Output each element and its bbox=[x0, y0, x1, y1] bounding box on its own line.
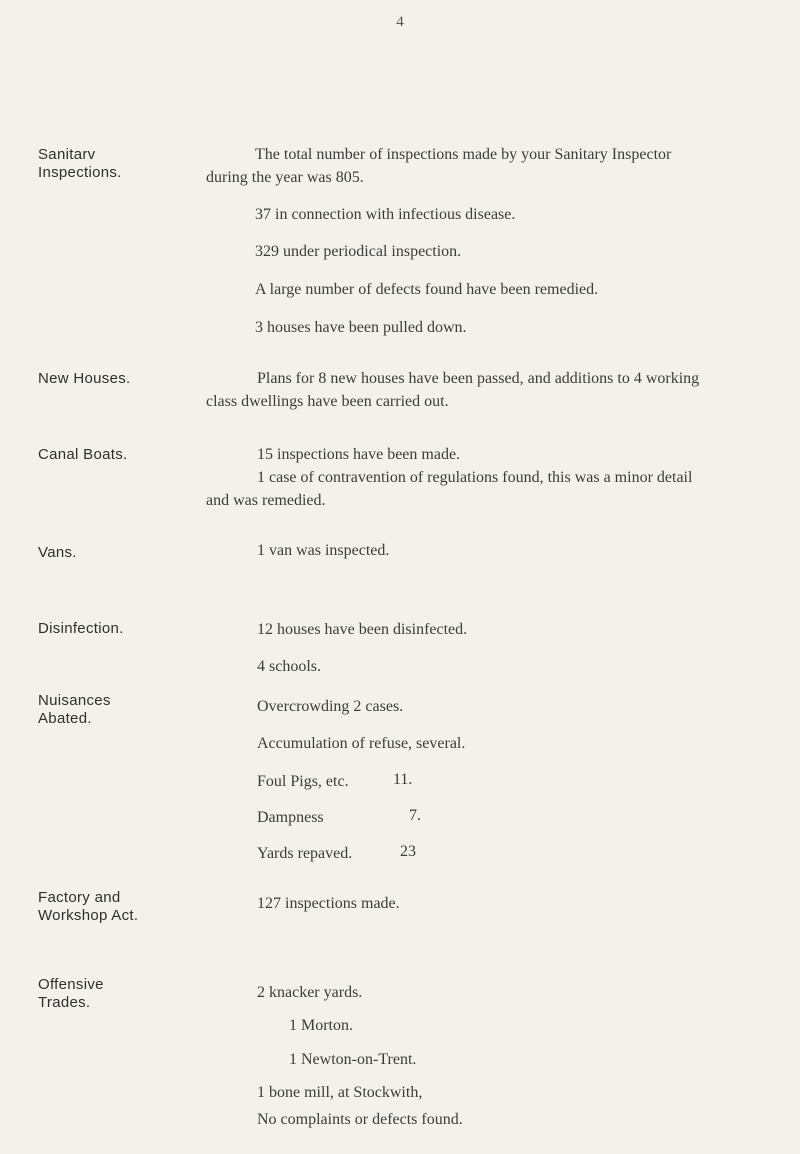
offensive-line4: 1 bone mill, at Stockwith, bbox=[257, 1084, 423, 1101]
heading-line: Inspections. bbox=[38, 164, 122, 181]
heading-line: Offensive bbox=[38, 976, 104, 993]
sanitary-inspections-heading bbox=[38, 146, 188, 182]
sanitary-item: A large number of defects found have been remedied. bbox=[255, 281, 599, 298]
offensive-line5: No complaints or defects found. bbox=[257, 1111, 463, 1128]
nuisances-line5-label: Yards repaved. bbox=[257, 845, 353, 862]
nuisances-line5-value: 23 bbox=[400, 843, 416, 860]
disinfection-line2: 4 schools. bbox=[257, 658, 321, 675]
factory-heading bbox=[38, 889, 188, 925]
nuisances-line4-label: Dampness bbox=[257, 809, 324, 826]
disinfection-heading: Disinfection. bbox=[38, 620, 124, 637]
nuisances-line3-value: 11. bbox=[393, 771, 413, 788]
nuisances-line4-value: 7. bbox=[409, 807, 421, 824]
heading-line: Abated. bbox=[38, 710, 92, 727]
canal-boats-line3: and was remedied. bbox=[206, 492, 326, 509]
vans-heading: Vans. bbox=[38, 544, 77, 561]
sanitary-intro-line1: The total number of inspections made by your Sanitary Inspector bbox=[255, 146, 672, 163]
heading-line: Nuisances bbox=[38, 692, 111, 709]
heading-line: Factory and bbox=[38, 889, 121, 906]
nuisances-line2: Accumulation of refuse, several. bbox=[257, 735, 466, 752]
sanitary-intro-line2: during the year was 805. bbox=[206, 169, 364, 186]
nuisances-line1: Overcrowding 2 cases. bbox=[257, 698, 404, 715]
sanitary-item: 329 under periodical inspection. bbox=[255, 243, 462, 260]
heading-line: Sanitarv bbox=[38, 146, 96, 163]
offensive-trades-heading bbox=[38, 976, 188, 1012]
canal-boats-heading: Canal Boats. bbox=[38, 446, 128, 463]
new-houses-line2: class dwellings have been carried out. bbox=[206, 393, 449, 410]
canal-boats-line2: 1 case of contravention of regulations found, this was a minor detail bbox=[257, 469, 693, 486]
nuisances-heading bbox=[38, 692, 188, 728]
offensive-line2: 1 Morton. bbox=[289, 1017, 353, 1034]
new-houses-line1: Plans for 8 new houses have been passed, and additions to 4 working bbox=[257, 370, 700, 387]
page-number: 4 bbox=[396, 14, 404, 30]
heading-line: Workshop Act. bbox=[38, 907, 139, 924]
heading-line: Trades. bbox=[38, 994, 91, 1011]
canal-boats-line1: 15 inspections have been made. bbox=[257, 446, 461, 463]
nuisances-line3-label: Foul Pigs, etc. bbox=[257, 773, 349, 790]
vans-line1: 1 van was inspected. bbox=[257, 542, 390, 559]
disinfection-line1: 12 houses have been disinfected. bbox=[257, 621, 468, 638]
sanitary-item: 3 houses have been pulled down. bbox=[255, 319, 467, 336]
offensive-line1: 2 knacker yards. bbox=[257, 984, 363, 1001]
sanitary-item: 37 in connection with infectious disease. bbox=[255, 206, 516, 223]
new-houses-heading: New Houses. bbox=[38, 370, 131, 387]
offensive-line3: 1 Newton-on-Trent. bbox=[289, 1051, 417, 1068]
factory-line1: 127 inspections made. bbox=[257, 895, 400, 912]
